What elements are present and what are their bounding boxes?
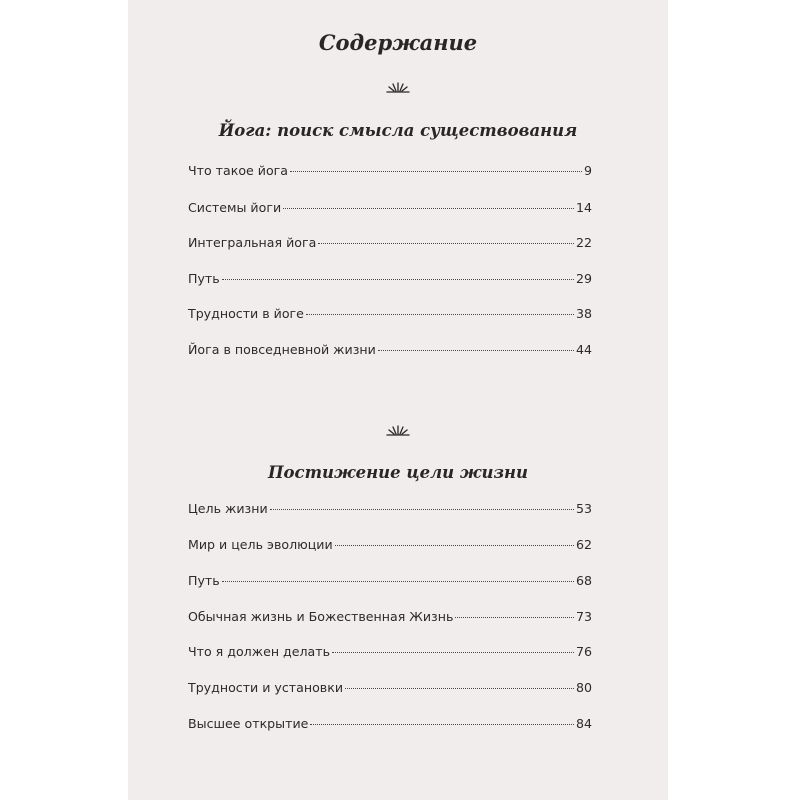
dot-leader bbox=[455, 617, 574, 618]
lotus-ornament-icon bbox=[383, 80, 413, 94]
toc-entry-page: 84 bbox=[575, 716, 592, 731]
toc-entry[interactable] bbox=[188, 306, 592, 326]
toc-entry-page: 73 bbox=[575, 609, 592, 624]
toc-entry-page: 80 bbox=[575, 680, 592, 695]
toc-entry-title: Мир и цель эволюции bbox=[188, 537, 333, 552]
toc-entry-title: Что я должен делать bbox=[188, 644, 331, 659]
toc-entry-title: Путь bbox=[188, 573, 220, 588]
toc-entry-title: Интегральная йога bbox=[188, 235, 317, 250]
dot-leader bbox=[306, 314, 574, 315]
toc-entry[interactable] bbox=[188, 342, 592, 362]
dot-leader bbox=[318, 243, 574, 244]
dot-leader bbox=[335, 545, 574, 546]
page-title: Содержание bbox=[318, 30, 478, 55]
dot-leader bbox=[310, 724, 574, 725]
dot-leader bbox=[378, 350, 574, 351]
toc-entry-title: Высшее открытие bbox=[188, 716, 309, 731]
toc-entry-page: 14 bbox=[575, 200, 592, 215]
toc-entry-title: Трудности в йоге bbox=[188, 306, 304, 321]
toc-entry-title: Системы йоги bbox=[188, 200, 282, 215]
dot-leader bbox=[290, 171, 582, 172]
dot-leader bbox=[270, 509, 574, 510]
toc-entry-title: Цель жизни bbox=[188, 501, 268, 516]
toc-entry[interactable] bbox=[188, 716, 592, 736]
toc-entry-title: Обычная жизнь и Божественная Жизнь bbox=[188, 609, 454, 624]
toc-entry-page: 76 bbox=[575, 644, 592, 659]
toc-entry-page: 44 bbox=[575, 342, 592, 357]
toc-entry-title: Трудности и установки bbox=[188, 680, 344, 695]
toc-entry-page: 62 bbox=[575, 537, 592, 552]
dot-leader bbox=[332, 652, 574, 653]
toc-entry[interactable] bbox=[188, 537, 592, 557]
toc-entry-title: Путь bbox=[188, 271, 220, 286]
toc-entry-page: 68 bbox=[575, 573, 592, 588]
toc-entry[interactable] bbox=[188, 235, 592, 255]
lotus-ornament-icon bbox=[383, 423, 413, 437]
dot-leader bbox=[283, 208, 574, 209]
toc-entry[interactable] bbox=[188, 501, 592, 521]
book-page bbox=[128, 0, 668, 800]
toc-entry[interactable] bbox=[188, 680, 592, 700]
dot-leader bbox=[345, 688, 574, 689]
toc-entry-page: 29 bbox=[575, 271, 592, 286]
toc-entry-page: 9 bbox=[583, 163, 592, 178]
dot-leader bbox=[222, 279, 574, 280]
toc-entry-page: 53 bbox=[575, 501, 592, 516]
toc-entry[interactable] bbox=[188, 644, 592, 664]
section-title-life-purpose: Постижение цели жизни bbox=[267, 463, 529, 482]
section-title-yoga: Йога: поиск смысла существования bbox=[218, 121, 578, 140]
toc-entry[interactable] bbox=[188, 163, 592, 183]
toc-entry-page: 38 bbox=[575, 306, 592, 321]
toc-entry-title: Йога в повседневной жизни bbox=[188, 342, 376, 357]
toc-entry-title: Что такое йога bbox=[188, 163, 289, 178]
toc-entry-page: 22 bbox=[575, 235, 592, 250]
toc-entry[interactable] bbox=[188, 573, 592, 593]
toc-entry[interactable] bbox=[188, 200, 592, 220]
toc-entry[interactable] bbox=[188, 271, 592, 291]
toc-entry[interactable] bbox=[188, 609, 592, 629]
dot-leader bbox=[222, 581, 574, 582]
